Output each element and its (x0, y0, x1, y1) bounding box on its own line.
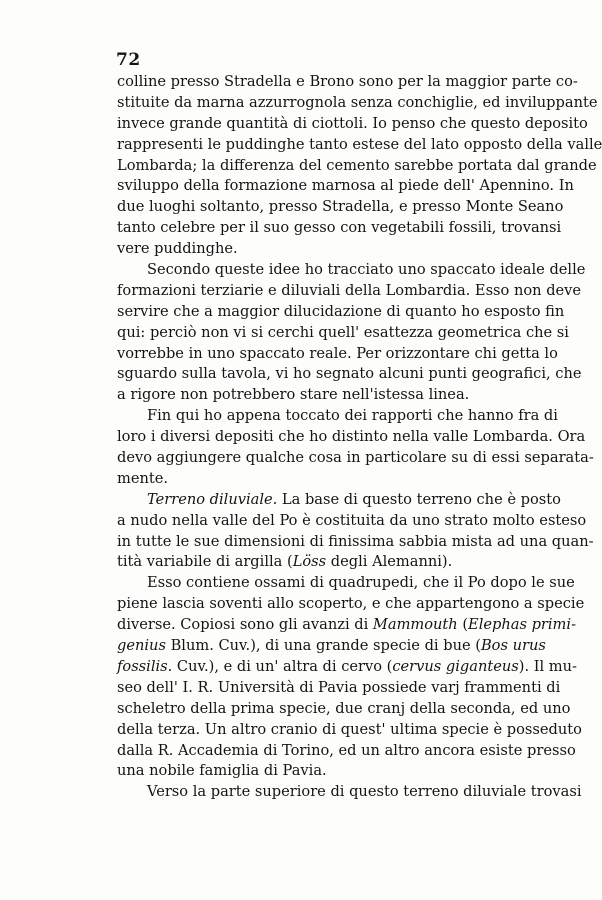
text-run: ( (457, 616, 469, 634)
text-run: una nobile famiglia di Pavia. (117, 762, 327, 780)
italic-text-run: genius (117, 637, 166, 655)
italic-text-run: Elephas primi- (468, 616, 576, 634)
text-line (117, 720, 582, 741)
text-run: degli Alemanni). (326, 553, 453, 571)
text-run: diverse. Copiosi sono gli avanzi di (117, 616, 373, 634)
text-run: tità variabile di argilla ( (117, 553, 293, 571)
text-run: Cuv.), e di un' altra di cervo ( (172, 657, 393, 675)
text-line (117, 260, 586, 281)
italic-text-run: Terreno diluviale. (147, 490, 278, 508)
text-run: della terza. Un altro cranio di quest' ultima specie è posseduto (117, 720, 582, 738)
italic-text-run: fossilis. (117, 657, 173, 675)
text-line (117, 678, 561, 699)
text-line (117, 657, 577, 678)
text-line (117, 573, 575, 594)
text-line (117, 782, 582, 803)
body-text (117, 72, 602, 803)
text-line (117, 218, 562, 239)
text-run: a rigore non potrebbero stare nell'istessa linea. (117, 386, 470, 404)
text-line (117, 281, 582, 302)
text-line (117, 636, 546, 657)
text-run: Secondo queste idee ho tracciato uno spaccato ideale delle (147, 261, 586, 279)
text-run: invece grande quantità di ciottoli. Io penso che questo deposito (117, 114, 588, 132)
text-line (117, 197, 564, 218)
text-run: rappresenti le puddinghe tanto estese del lato opposto della valle (117, 135, 602, 153)
text-run: vere puddinghe. (117, 240, 238, 258)
text-run: formazioni terziarie e diluviali della Lombardia. Esso non deve (117, 281, 582, 299)
text-line (117, 302, 565, 323)
text-run: mente. (117, 469, 169, 487)
text-line (117, 344, 558, 365)
text-run: qui: perciò non vi si cerchi quell' esattezza geometrica che si (117, 323, 569, 341)
text-line (117, 114, 588, 135)
text-run: tanto celebre per il suo gesso con vegetabili fossili, trovansi (117, 219, 562, 237)
text-line (117, 490, 561, 511)
text-run: a nudo nella valle del Po è costituita da uno strato molto esteso (117, 511, 587, 529)
text-line (117, 364, 582, 385)
text-line (117, 699, 571, 720)
text-line (117, 135, 602, 156)
text-run: in tutte le sue dimensioni di finissima sabbia mista ad una quan- (117, 532, 594, 550)
text-run: Fin qui ho appena toccato dei rapporti che hanno fra di (147, 407, 558, 425)
text-line (117, 385, 542, 406)
italic-text-run: Löss (292, 553, 327, 571)
text-run: Lombarda; la differenza del cemento sarebbe portata dal grande (117, 156, 597, 174)
text-line (117, 615, 576, 636)
text-run: ). Il mu- (518, 657, 577, 675)
text-run: Verso la parte superiore di questo terreno diluviale trovasi (147, 783, 582, 801)
text-line (117, 448, 594, 469)
text-line (117, 239, 542, 260)
italic-text-run: cervus giganteus (392, 657, 519, 675)
text-run: Blum. Cuv.), di una grande specie di bue ( (165, 637, 481, 655)
text-run: piene lascia soventi allo scoperto, e che appartengono a specie (117, 595, 585, 613)
text-line (117, 176, 574, 197)
text-line (117, 323, 569, 344)
text-run: dalla R. Accademia di Torino, ed un altro ancora esiste presso (117, 741, 576, 759)
text-line (117, 552, 542, 573)
text-run: devo aggiungere qualche cosa in particolare su di essi separata- (117, 449, 594, 467)
text-run: colline presso Stradella e Brono sono per la maggior parte co- (117, 73, 578, 90)
text-run: scheletro della prima specie, due cranj della seconda, ed uno (117, 699, 571, 717)
text-line (117, 594, 585, 615)
text-line (117, 511, 587, 532)
text-run: vorrebbe in uno spaccato reale. Per orizzontare chi getta lo (117, 344, 558, 362)
text-line (117, 532, 594, 553)
text-run: stituite da marna azzurrognola senza conchiglie, ed inviluppante (117, 93, 598, 111)
text-run: seo dell' I. R. Università di Pavia possiede varj frammenti di (117, 678, 561, 696)
text-line (117, 741, 576, 762)
text-run: due luoghi soltanto, presso Stradella, e presso Monte Seano (117, 198, 564, 216)
page-number: 72 (116, 50, 141, 70)
text-line (117, 469, 542, 490)
text-line (117, 156, 597, 177)
text-line (117, 72, 578, 93)
text-line (117, 427, 586, 448)
text-run: Esso contiene ossami di quadrupedi, che il Po dopo le sue (147, 574, 575, 592)
text-run: servire che a maggior dilucidazione di quanto ho esposto fin (117, 302, 565, 320)
italic-text-run: Bos urus (480, 637, 546, 655)
text-line (117, 406, 558, 427)
text-run: loro i diversi depositi che ho distinto nella valle Lombarda. Ora (117, 428, 586, 446)
text-run: sguardo sulla tavola, vi ho segnato alcuni punti geografici, che (117, 365, 582, 383)
text-run: sviluppo della formazione marnosa al piede dell' Apennino. In (117, 177, 574, 195)
italic-text-run: Mammouth (372, 616, 458, 634)
text-run: La base di questo terreno che è posto (277, 490, 561, 508)
text-line (117, 93, 598, 114)
text-line (117, 761, 542, 782)
